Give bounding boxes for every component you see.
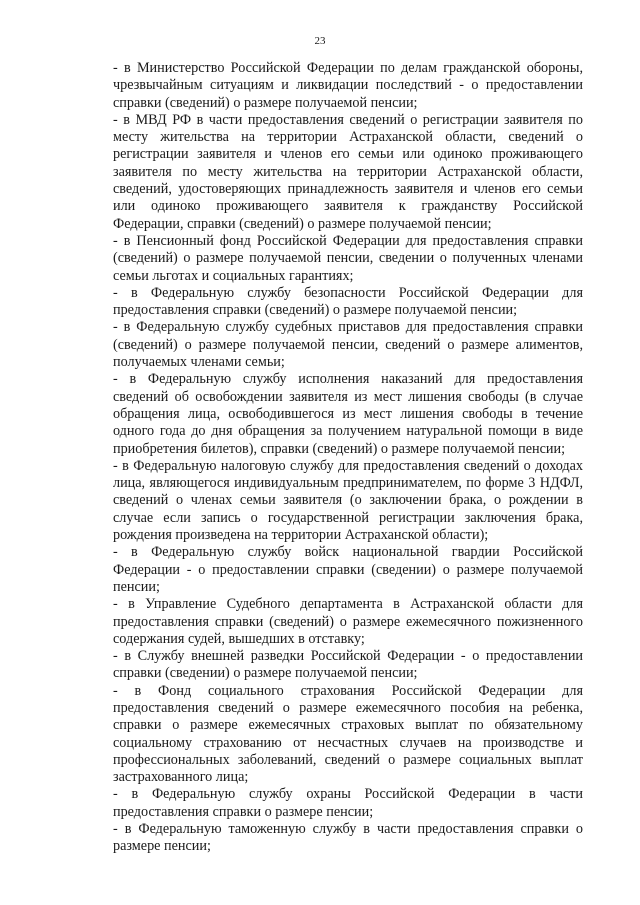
paragraph-national-guard: - в Федеральную службу войск национальной гвардии Российской Федерации - о предоставлении справки (сведении) о размере получаемой пенсии;: [113, 544, 583, 595]
paragraph-pension-fund: - в Пенсионный фонд Российской Федерации для предоставления справки (сведений) о размере получаемой пенсии, сведении о полученных членами семьи льготах и социальных гарантиях;: [113, 232, 583, 284]
page-number: 23: [314, 35, 326, 47]
paragraph-judicial-department: - в Управление Судебного департамента в Астраханской области для предоставления справки (сведений) о размере ежемесячного пожизненного содержания судей, вышедших в отставку;: [113, 596, 583, 647]
document-body: [113, 60, 583, 856]
paragraph-social-insurance-fund: - в Фонд социального страхования Российской Федерации для предоставления сведений о размере ежемесячного пособия на ребенка, справки о размере ежемесячных страховых выплат по обязательному социальному страхованию от несчастных случаев на производстве и профессиональных заболеваний, сведений о размере социальных выплат застрахованного лица;: [113, 682, 583, 786]
paragraph-federal-guard-service: - в Федеральную службу охраны Российской Федерации в части предоставления справки о размере пенсии;: [113, 786, 583, 820]
paragraph-emergencies-ministry: - в Министерство Российской Федерации по делам гражданской обороны, чрезвычайным ситуациям и ликвидации последствий - о предоставлении справки (сведений) о размере получаемой пенсии;: [113, 60, 583, 111]
paragraph-penitentiary-service: - в Федеральную службу исполнения наказаний для предоставления сведений об освобождении заявителя из мест лишения свободы (в случае обращения лица, освободившегося из мест лишения свободы в течение одного года до дня обращения за получением натуральной помощи в виде приобретения билетов), справки (сведений) о размере получаемой пенсии;: [113, 371, 583, 457]
paragraph-tax-service: - в Федеральную налоговую службу для предоставления сведений о доходах лица, являющегося индивидуальным предпринимателем, по форме 3 НДФЛ, сведений о членах семьи заявителя (о заключении брака, о рождении в случае если запись о государственной регистрации заключения брака, рождения произведена на территории Астраханской области);: [113, 457, 583, 544]
paragraph-security-service: - в Федеральную службу безопасности Российской Федерации для предоставления справки (сведений) о размере получаемой пенсии;: [113, 284, 583, 319]
paragraph-bailiffs-service: - в Федеральную службу судебных приставов для предоставления справки (сведений) о размере получаемой пенсии, сведений о размере алиментов, получаемых членами семьи;: [113, 319, 583, 371]
paragraph-foreign-intelligence: - в Службу внешней разведки Российской Федерации - о предоставлении справки (сведении) о размере получаемой пенсии;: [113, 648, 583, 682]
paragraph-customs-service: - в Федеральную таможенную службу в части предоставления справки о размере пенсии;: [113, 821, 583, 855]
paragraph-interior-ministry: - в МВД РФ в части предоставления сведений о регистрации заявителя по месту жительства на территории Астраханской области, сведений о регистрации заявителя и членов его семьи или одиноко проживающего заявителя по месту жительства на территории Астраханской области, сведений, удостоверяющих принадлежность заявителя и членов его семьи или одиноко проживающего заявителя к гражданству Российской Федерации, справки (сведений) о размере получаемой пенсии;: [113, 111, 583, 232]
